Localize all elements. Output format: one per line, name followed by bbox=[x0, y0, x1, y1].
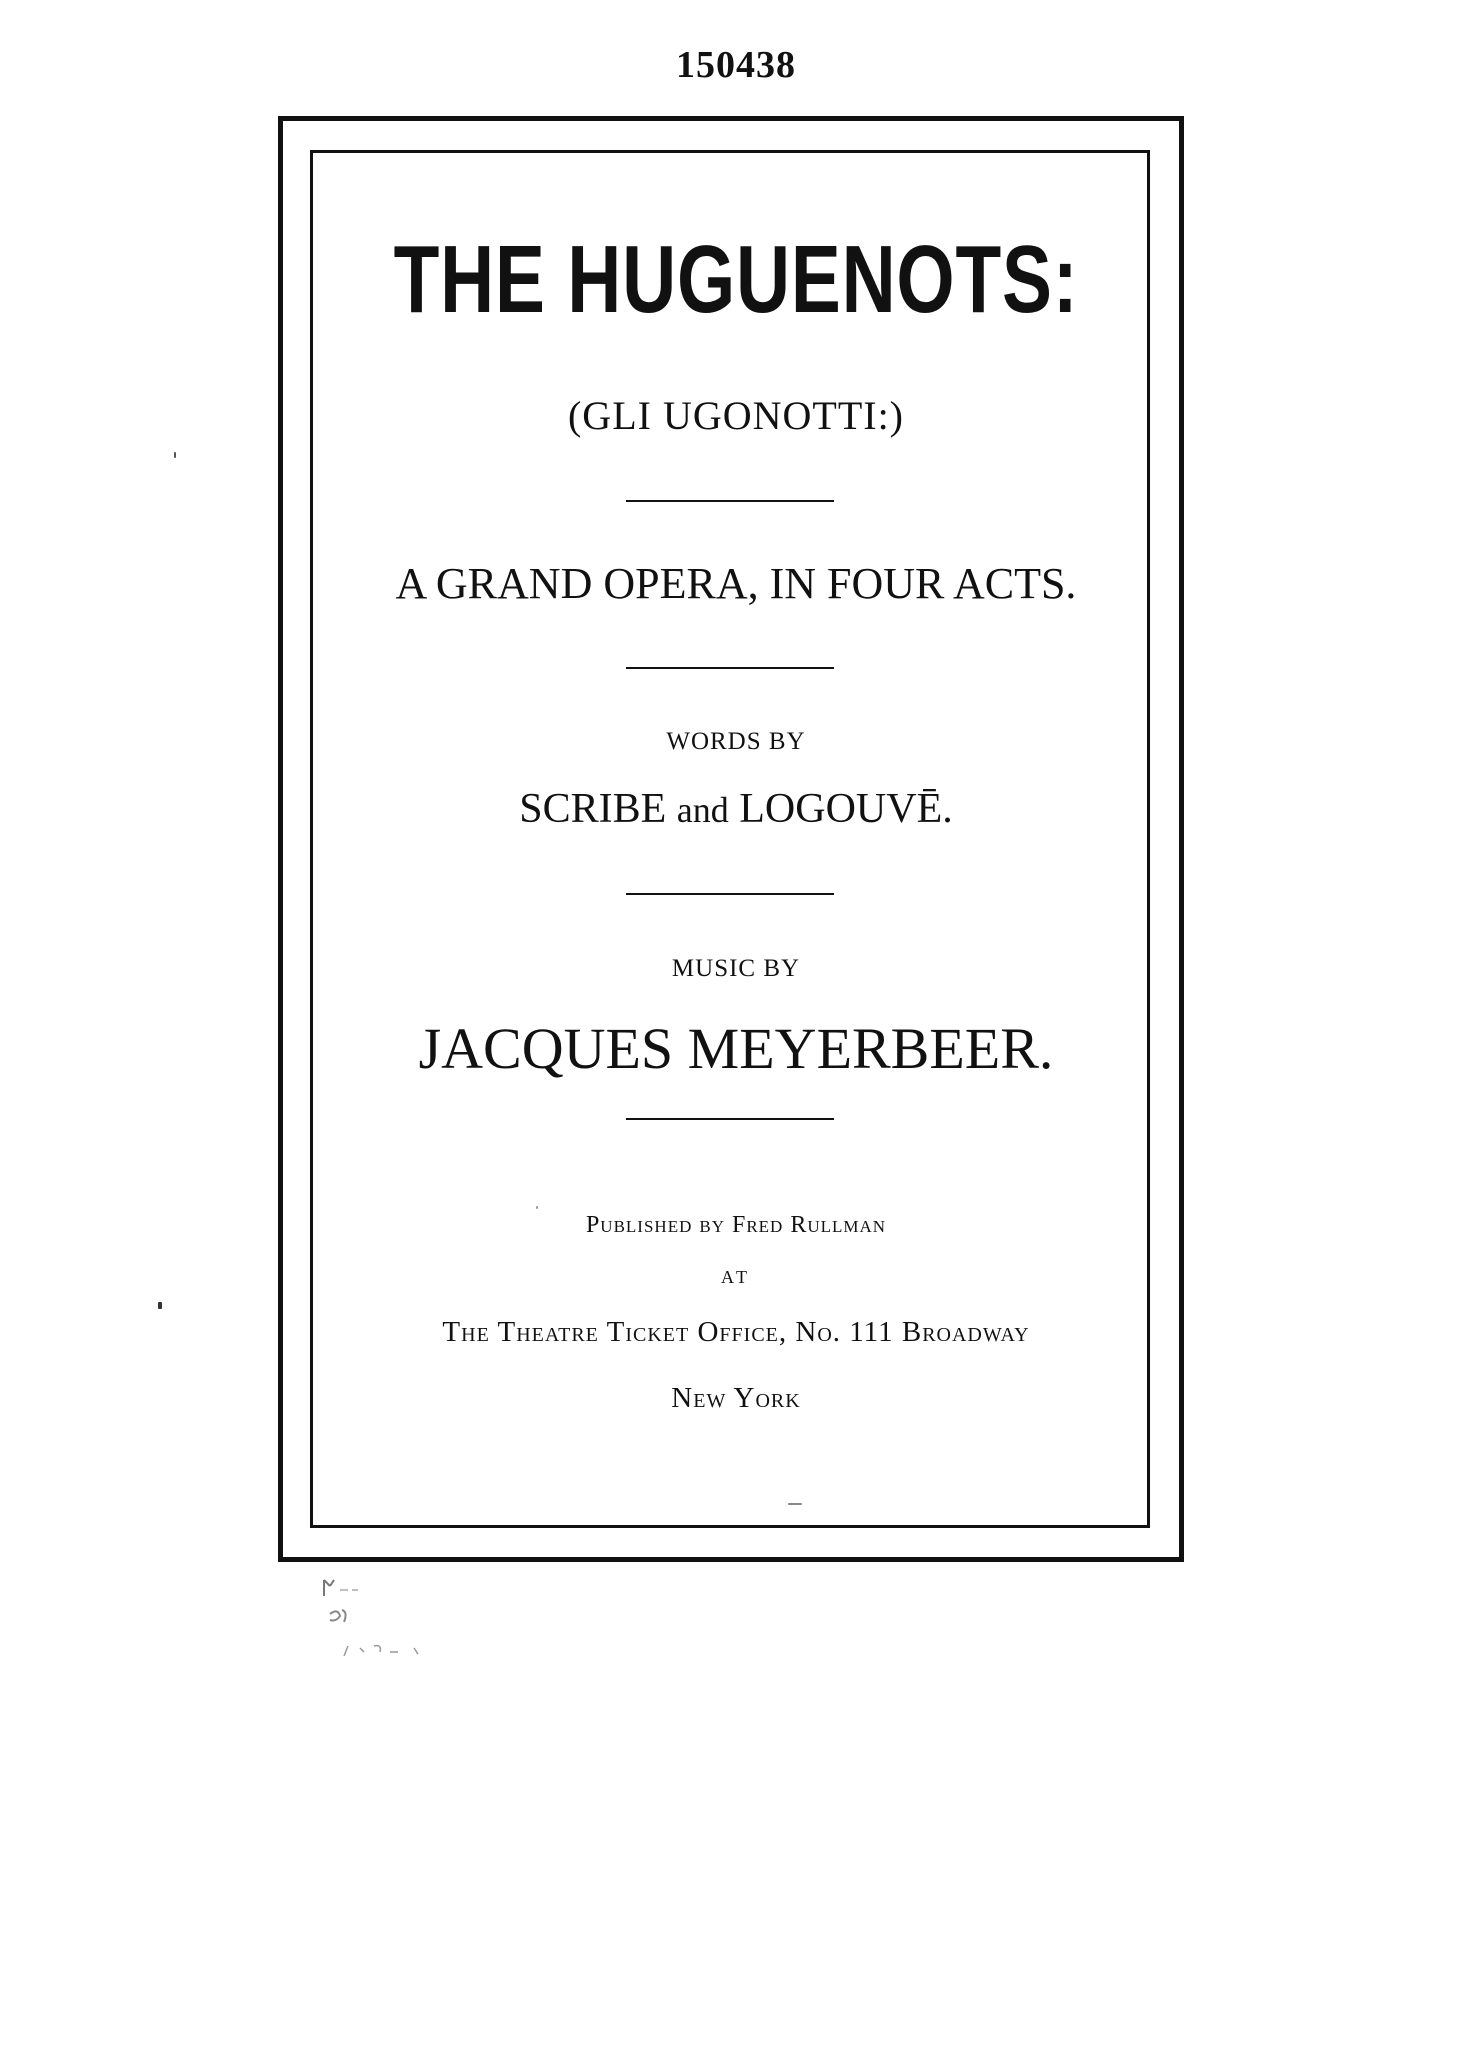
authors-line bbox=[0, 788, 1472, 830]
scan-speck bbox=[174, 452, 176, 458]
scan-speck bbox=[158, 1302, 162, 1309]
subtitle: (GLI UGONOTTI:) bbox=[567, 393, 904, 438]
publisher-at: AT bbox=[721, 1267, 751, 1287]
title: THE HUGUENOTS: bbox=[393, 226, 1079, 333]
page-number: 150438 bbox=[676, 44, 796, 86]
publisher-city: New York bbox=[671, 1382, 801, 1414]
divider-rule bbox=[626, 1118, 834, 1120]
music-by-label: MUSIC BY bbox=[671, 955, 801, 982]
opera-description: A GRAND OPERA, IN FOUR ACTS. bbox=[395, 559, 1077, 608]
publisher-address: The Theatre Ticket Office, No. 111 Broadway bbox=[442, 1316, 1030, 1348]
library-stamp-marks bbox=[318, 1576, 478, 1676]
author-connector: and bbox=[676, 790, 729, 830]
scan-speck bbox=[788, 1503, 802, 1505]
divider-rule bbox=[626, 893, 834, 895]
divider-rule bbox=[626, 500, 834, 502]
words-by-label: WORDS BY bbox=[666, 728, 806, 755]
author-logouve: LOGOUVĒ. bbox=[739, 786, 953, 832]
composer-name: JACQUES MEYERBEER. bbox=[418, 1016, 1054, 1081]
author-scribe: SCRIBE bbox=[519, 786, 667, 832]
divider-rule bbox=[626, 667, 834, 669]
publisher-line: Published by Fred Rullman bbox=[585, 1212, 887, 1238]
scan-speck bbox=[536, 1206, 538, 1209]
